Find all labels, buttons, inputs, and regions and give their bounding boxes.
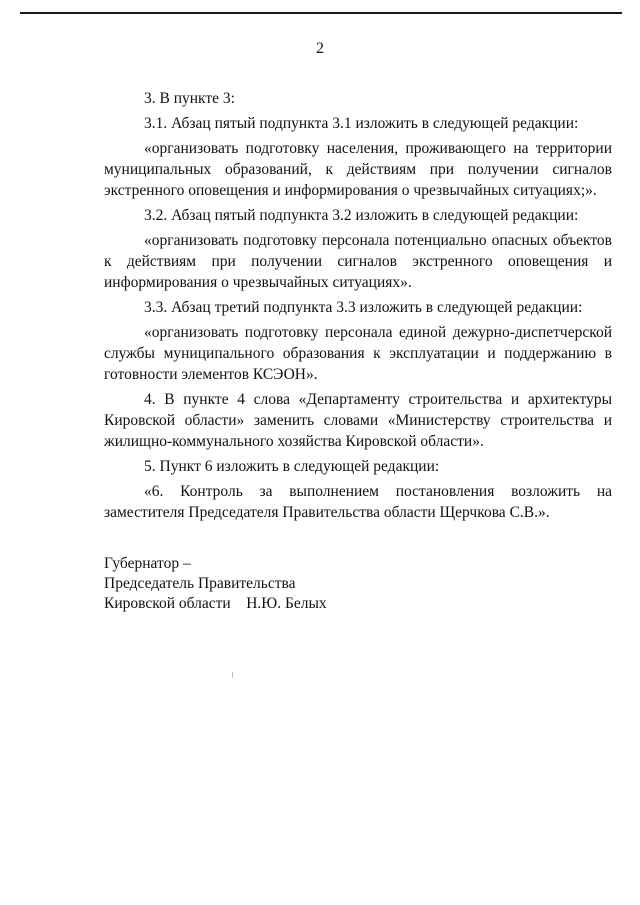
item-3-3-instruction: 3.3. Абзац третий подпункта 3.3 изложить в следующей редакции: — [144, 299, 583, 316]
item-3-2-quote: «организовать подготовку персонала потенциально опасных объектов к действиям при получении сигналов экстренного оповещения и информирования о чрезвычайных ситуациях». — [104, 232, 612, 291]
item-3-heading: 3. В пункте 3: — [144, 90, 235, 107]
top-border-line — [20, 12, 622, 14]
item-3-1-quote: «организовать подготовку населения, проживающего на территории муниципальных образований, к действиям при получении сигналов экстренного оповещения и информирования о чрезвычайных ситуациях;». — [104, 140, 612, 199]
signature-name-line: Кировской области Н.Ю. Белых — [104, 595, 327, 612]
signature-title-line: Губернатор – — [104, 555, 191, 572]
item-3-1-instruction: 3.1. Абзац пятый подпункта 3.1 изложить в следующей редакции: — [144, 115, 579, 132]
item-5-quote: «6. Контроль за выполнением постановления возложить на заместителя Председателя Правительства области Щерчкова С.В.». — [104, 483, 612, 521]
document-body — [104, 88, 612, 527]
item-3-3-quote: «организовать подготовку персонала единой дежурно-диспетчерской службы муниципального образования к эксплуатации и поддержанию в готовности элементов КСЭОН». — [104, 324, 612, 383]
signature-position-line: Председатель Правительства — [104, 575, 296, 592]
item-4-paragraph: 4. В пункте 4 слова «Департаменту строительства и архитектуры Кировской области» заменить словами «Министерству строительства и жилищно-коммунального хозяйства Кировской области». — [104, 391, 612, 450]
signature-block — [104, 554, 327, 614]
item-3-2-instruction: 3.2. Абзац пятый подпункта 3.2 изложить в следующей редакции: — [144, 207, 579, 224]
page-number: 2 — [316, 40, 324, 57]
scan-speck — [232, 672, 233, 678]
item-5-instruction: 5. Пункт 6 изложить в следующей редакции: — [144, 458, 440, 475]
